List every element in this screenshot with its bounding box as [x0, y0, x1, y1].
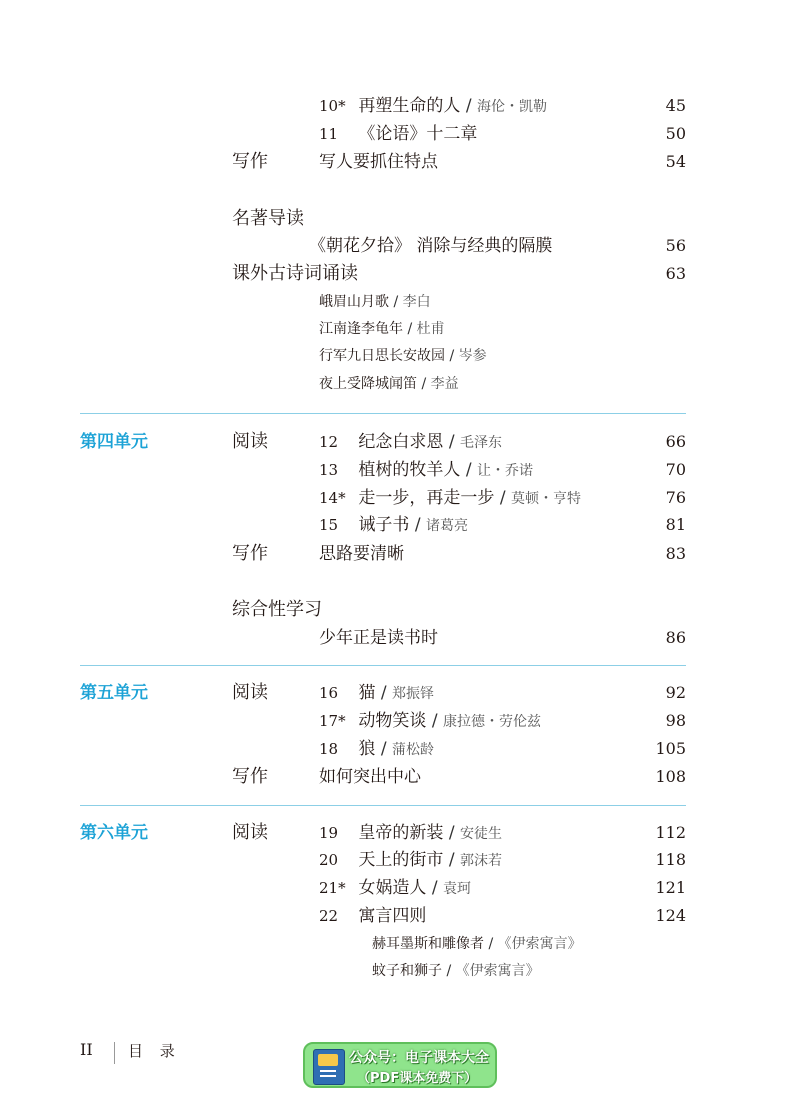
lesson-number: 20	[319, 851, 339, 869]
poem-item[interactable]: 江南逢李龟年 / 杜甫	[319, 321, 445, 337]
page-number: 121	[655, 878, 686, 897]
poem-item[interactable]: 行军九日思长安故园 / 岑参	[319, 348, 487, 364]
fable-title: 蚊子和狮子	[372, 963, 442, 979]
page-number: 56	[665, 236, 686, 255]
toc-entry[interactable]	[0, 902, 800, 930]
lesson-number: 19	[319, 824, 339, 842]
lesson-number: 15	[319, 516, 339, 534]
lesson-title: 女娲造人	[358, 878, 427, 898]
lesson-number: 10*	[319, 97, 346, 115]
toc-entry[interactable]	[0, 260, 800, 288]
toc-entry[interactable]	[0, 540, 800, 568]
poem-title: 江南逢李龟年	[319, 321, 403, 337]
page-number: 66	[665, 432, 686, 451]
page-number: 86	[665, 628, 686, 647]
unit-heading: 第四单元	[80, 432, 148, 452]
poem-title: 峨眉山月歌	[319, 294, 389, 310]
page-number: 124	[655, 906, 686, 925]
lesson-title: 动物笑谈	[358, 711, 427, 731]
toc-entry[interactable]: 第四单元 阅读 12 纪念白求恩 / 毛泽东 66	[0, 428, 800, 456]
lesson-number: 18	[319, 740, 339, 758]
toc-entry[interactable]: 第六单元 阅读 19 皇帝的新装 / 安徒生 112	[0, 819, 800, 847]
lesson-title: 狼	[358, 739, 376, 759]
lesson-number: 17*	[319, 712, 346, 730]
fable-source: 《伊索寓言》	[455, 963, 540, 979]
section-heading-row	[0, 205, 800, 233]
toc-entry[interactable]	[0, 148, 800, 176]
fable-title: 赫耳墨斯和雕像者	[372, 936, 484, 952]
toc-entry[interactable]	[0, 120, 800, 148]
unit-divider	[80, 805, 686, 806]
lesson-author: 安徒生	[459, 826, 502, 842]
lesson-title: 再塑生命的人	[358, 96, 461, 116]
lesson-author: 蒲松龄	[391, 742, 434, 758]
lesson-title: 寓言四则	[358, 906, 427, 926]
lesson-author: 海伦・凯勒	[476, 99, 547, 115]
lesson-title: 天上的街市	[358, 850, 444, 870]
stamp-text-line2: （PDF课本免费下）	[357, 1071, 478, 1086]
section-heading-row	[0, 596, 800, 624]
toc-entry[interactable]: 15 诫子书 / 诸葛亮 81	[0, 511, 800, 539]
lesson-number: 21*	[319, 879, 346, 897]
toc-entry[interactable]: 13 植树的牧羊人 / 让・乔诺 70	[0, 456, 800, 484]
lesson-title: 如何突出中心	[319, 767, 421, 787]
lesson-author: 毛泽东	[459, 435, 502, 451]
unit-divider	[80, 413, 686, 414]
lesson-number: 11	[319, 125, 339, 143]
lesson-number: 16	[319, 684, 339, 702]
fable-item[interactable]: 蚊子和狮子 / 《伊索寓言》	[372, 963, 540, 979]
section-heading: 名著导读	[232, 208, 304, 229]
poem-title: 行军九日思长安故园	[319, 348, 445, 364]
toc-entry[interactable]: 21* 女娲造人 / 袁珂 121	[0, 874, 800, 902]
lesson-author: 让・乔诺	[476, 463, 533, 479]
page-number: 63	[665, 264, 686, 283]
category-label: 写作	[232, 543, 268, 564]
lesson-title: 《朝花夕拾》 消除与经典的隔膜	[309, 236, 553, 256]
poem-title: 夜上受降城闻笛	[319, 376, 417, 392]
toc-entry[interactable]: 10* 再塑生命的人 / 海伦・凯勒 45	[0, 92, 800, 120]
lesson-author: 郭沫若	[459, 853, 502, 869]
page-number: 118	[655, 850, 686, 869]
page-number: 108	[655, 767, 686, 786]
category-label: 写作	[232, 151, 268, 172]
stamp-text-line1: 公众号：电子课本大全	[349, 1050, 489, 1066]
poem-author: 李益	[430, 376, 459, 392]
watermark-stamp	[303, 1042, 497, 1088]
book-icon	[313, 1049, 345, 1085]
footer-title: 目 录	[128, 1042, 181, 1060]
toc-entry[interactable]: 第五单元 阅读 16 猫 / 郑振铎 92	[0, 679, 800, 707]
poem-item[interactable]: 峨眉山月歌 / 李白	[319, 294, 431, 310]
lesson-title: 诫子书	[358, 515, 410, 535]
page-number: 76	[665, 488, 686, 507]
poem-author: 岑参	[458, 348, 487, 364]
footer-separator	[114, 1042, 115, 1064]
lesson-number: 22	[319, 907, 339, 925]
category-label: 阅读	[232, 822, 268, 843]
page-number: 70	[665, 460, 686, 479]
page-number: 92	[665, 683, 686, 702]
toc-entry[interactable]: 14* 走一步，再走一步 / 莫顿・亨特 76	[0, 484, 800, 512]
lesson-author: 诸葛亮	[425, 518, 468, 534]
poem-item[interactable]: 夜上受降城闻笛 / 李益	[319, 376, 459, 392]
poem-author: 李白	[402, 294, 431, 310]
toc-entry[interactable]: 17* 动物笑谈 / 康拉德・劳伦兹 98	[0, 707, 800, 735]
lesson-title: 《论语》十二章	[358, 124, 478, 144]
lesson-author: 袁珂	[442, 881, 471, 897]
page-number: 98	[665, 711, 686, 730]
toc-entry[interactable]	[0, 232, 800, 260]
toc-entry[interactable]	[0, 763, 800, 791]
page-number: 45	[665, 96, 686, 115]
lesson-author: 郑振铎	[391, 686, 434, 702]
lesson-author: 莫顿・亨特	[510, 491, 581, 507]
category-label: 阅读	[232, 682, 268, 703]
lesson-number: 12	[319, 433, 339, 451]
section-heading: 课外古诗词诵读	[232, 263, 358, 284]
page-number: 105	[655, 739, 686, 758]
category-label: 写作	[232, 766, 268, 787]
unit-heading: 第五单元	[80, 683, 148, 703]
unit-divider	[80, 665, 686, 666]
lesson-number: 13	[319, 461, 339, 479]
page-number: 112	[655, 823, 686, 842]
toc-entry[interactable]	[0, 624, 800, 652]
lesson-title: 植树的牧羊人	[358, 460, 461, 480]
fable-source: 《伊索寓言》	[497, 936, 582, 952]
lesson-title: 思路要清晰	[319, 544, 404, 564]
lesson-title: 纪念白求恩	[358, 432, 444, 452]
fable-item[interactable]: 赫耳墨斯和雕像者 / 《伊索寓言》	[372, 936, 582, 952]
lesson-number: 14*	[319, 489, 346, 507]
poem-author: 杜甫	[416, 321, 445, 337]
category-label: 阅读	[232, 431, 268, 452]
lesson-author: 康拉德・劳伦兹	[442, 714, 541, 730]
unit-heading: 第六单元	[80, 823, 148, 843]
lesson-title: 走一步，再走一步	[358, 488, 495, 508]
page-number: 83	[665, 544, 686, 563]
page-number: 81	[665, 515, 686, 534]
lesson-title: 猫	[358, 683, 376, 703]
lesson-title: 写人要抓住特点	[319, 152, 438, 172]
section-heading: 综合性学习	[232, 599, 322, 620]
page-number: 54	[665, 152, 686, 171]
lesson-title: 少年正是读书时	[319, 628, 438, 648]
page-number: 50	[665, 124, 686, 143]
lesson-title: 皇帝的新装	[358, 823, 444, 843]
toc-entry[interactable]: 20 天上的街市 / 郭沫若 118	[0, 846, 800, 874]
toc-entry[interactable]: 18 狼 / 蒲松龄 105	[0, 735, 800, 763]
page-numeral: II	[80, 1040, 93, 1059]
